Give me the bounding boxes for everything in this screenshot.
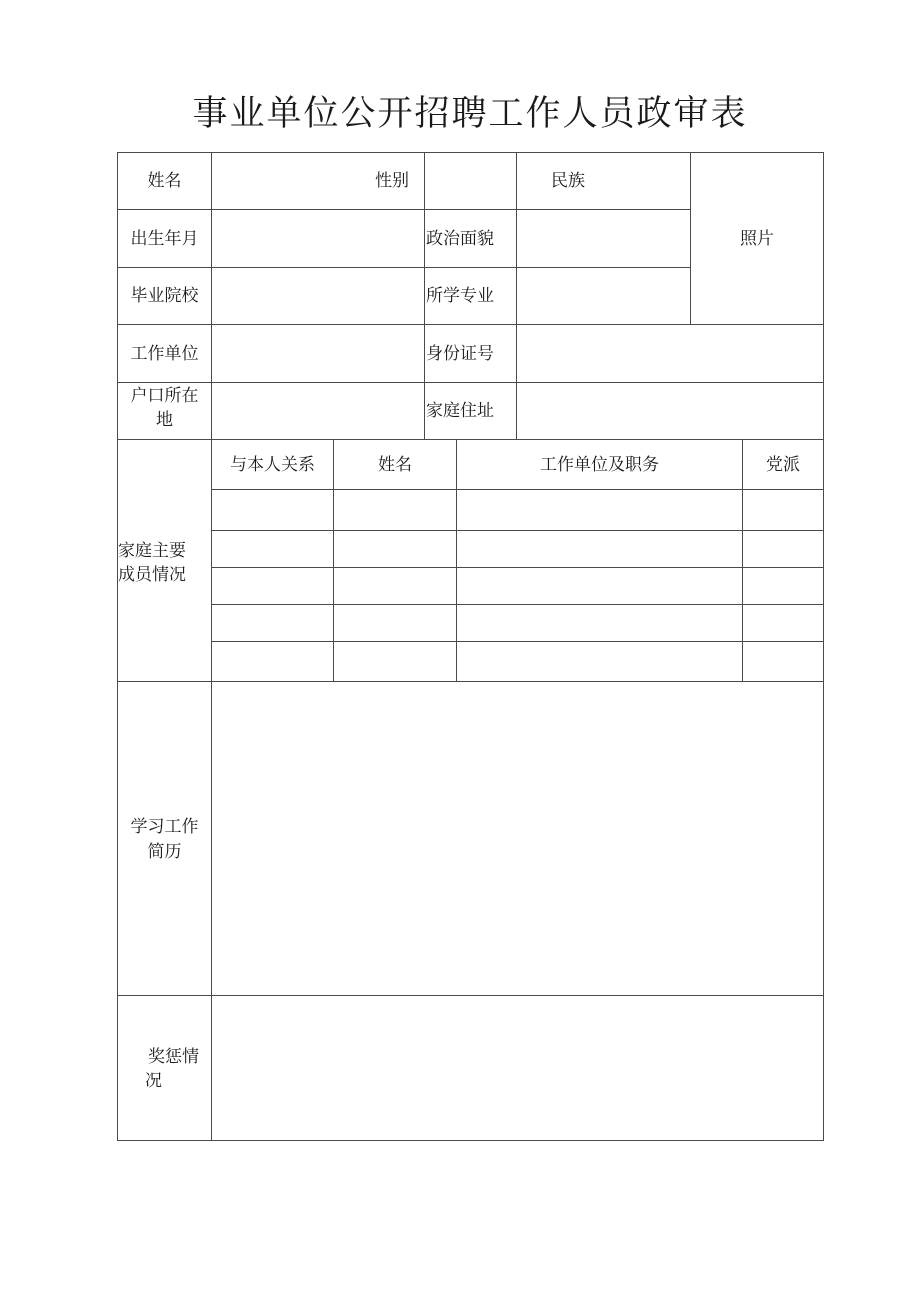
id-number-label: 身份证号 xyxy=(426,344,494,364)
resume-label-line1: 学习工作 xyxy=(130,817,199,837)
row-divider-5 xyxy=(117,439,824,440)
awards-label-line1: 奖惩情 xyxy=(148,1047,199,1067)
family-section-label-line2: 成员情况 xyxy=(118,565,186,585)
home-address-entry-cell[interactable] xyxy=(517,383,823,439)
family-member-row[interactable] xyxy=(212,490,823,530)
family-column-work: 工作单位及职务 xyxy=(540,455,659,475)
photo-label: 照片 xyxy=(740,229,774,249)
resume-entry-area[interactable] xyxy=(212,682,823,995)
gender-label: 性别 xyxy=(375,171,409,191)
home-address-label: 家庭住址 xyxy=(426,401,494,421)
id-number-entry-cell[interactable] xyxy=(517,325,823,382)
birth-entry-cell[interactable] xyxy=(212,210,424,267)
page-title: 事业单位公开招聘工作人员政审表 xyxy=(192,94,748,134)
awards-entry-area[interactable] xyxy=(212,996,823,1140)
graduate-school-entry-cell[interactable] xyxy=(212,268,424,324)
family-column-party: 党派 xyxy=(766,455,800,475)
family-member-row[interactable] xyxy=(212,605,823,641)
family-section-label-line1: 家庭主要 xyxy=(118,541,186,561)
awards-label-line2: 况 xyxy=(145,1071,162,1091)
family-member-row[interactable] xyxy=(212,568,823,604)
name-entry-cell[interactable] xyxy=(212,153,372,209)
political-status-entry-cell[interactable] xyxy=(517,210,690,267)
ethnicity-label: 民族 xyxy=(551,171,585,191)
major-label: 所学专业 xyxy=(426,286,494,306)
work-unit-entry-cell[interactable] xyxy=(212,325,424,382)
family-column-relation: 与本人关系 xyxy=(230,455,315,475)
ethnicity-entry-cell[interactable] xyxy=(590,153,690,209)
name-label: 姓名 xyxy=(147,171,182,191)
major-entry-cell[interactable] xyxy=(517,268,690,324)
household-entry-cell[interactable] xyxy=(212,383,424,439)
household-label-line1: 户口所在 xyxy=(130,386,199,406)
table-bottom-border xyxy=(117,1140,824,1141)
graduate-school-label: 毕业院校 xyxy=(130,286,199,306)
photo-slot[interactable] xyxy=(691,153,823,324)
household-label-line2: 地 xyxy=(156,410,173,430)
gender-entry-cell[interactable] xyxy=(425,153,516,209)
birth-label: 出生年月 xyxy=(130,229,199,249)
work-unit-label: 工作单位 xyxy=(130,344,199,364)
family-member-row[interactable] xyxy=(212,531,823,567)
table-right-border xyxy=(823,152,824,1141)
resume-label-line2: 简历 xyxy=(147,842,182,862)
family-member-row[interactable] xyxy=(212,642,823,681)
political-status-label: 政治面貌 xyxy=(426,229,494,249)
family-column-name: 姓名 xyxy=(378,455,412,475)
